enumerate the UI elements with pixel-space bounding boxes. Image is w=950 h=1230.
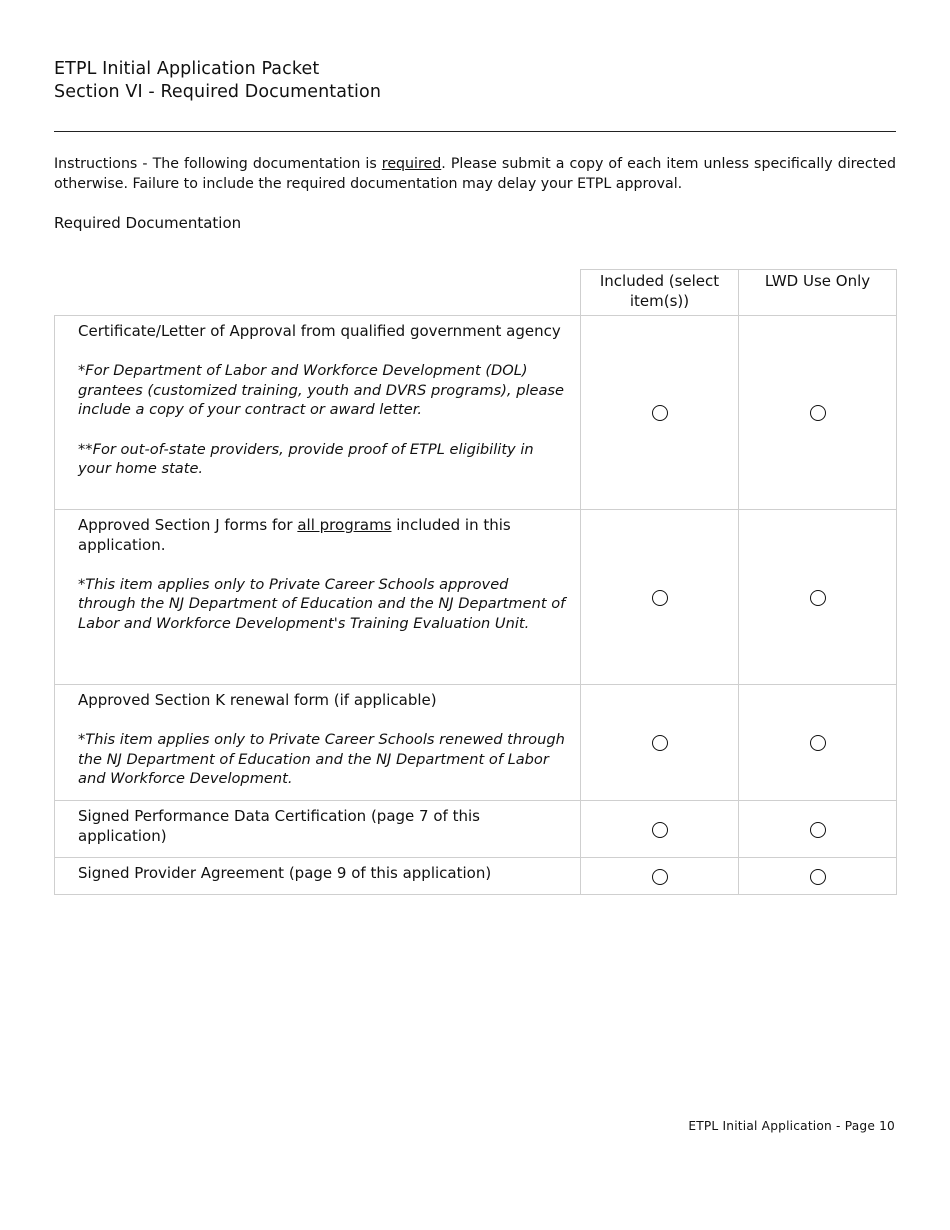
item-description bbox=[55, 510, 581, 685]
lwd-radio-button[interactable] bbox=[810, 869, 826, 885]
table-row bbox=[55, 685, 897, 801]
header-blank-cell bbox=[55, 270, 581, 316]
lwd-radio-button[interactable] bbox=[810, 822, 826, 838]
included-radio-button[interactable] bbox=[652, 822, 668, 838]
table-header-row bbox=[55, 270, 897, 316]
required-documentation-heading: Required Documentation bbox=[54, 214, 242, 232]
included-radio-button[interactable] bbox=[652, 405, 668, 421]
item-title-emphasis: all programs bbox=[297, 516, 392, 534]
table-row bbox=[55, 510, 897, 685]
item-note-secondary: **For out-of-state providers, provide proof of ETPL eligibility in your home state. bbox=[78, 440, 534, 478]
item-description bbox=[55, 316, 581, 510]
column-header-lwd: LWD Use Only bbox=[739, 270, 897, 316]
instructions-text-start: Instructions - The following documentation is bbox=[54, 156, 382, 172]
packet-title: ETPL Initial Application Packet bbox=[54, 59, 320, 79]
column-header-included: Included (select item(s)) bbox=[581, 270, 739, 316]
lwd-radio-button[interactable] bbox=[810, 405, 826, 421]
item-title-start: Approved Section J forms for bbox=[78, 516, 298, 534]
item-note: *This item applies only to Private Career Schools approved through the NJ Department of Education and the NJ Department of Labor and Workforce Development's Training Evaluation Unit. bbox=[78, 575, 566, 632]
included-radio-button[interactable] bbox=[652, 590, 668, 606]
lwd-cell bbox=[739, 316, 897, 510]
included-cell bbox=[581, 510, 739, 685]
lwd-cell bbox=[739, 685, 897, 801]
included-cell bbox=[581, 316, 739, 510]
table-row bbox=[55, 858, 897, 895]
included-radio-button[interactable] bbox=[652, 735, 668, 751]
item-description bbox=[55, 801, 581, 858]
item-description bbox=[55, 685, 581, 801]
table-row bbox=[55, 801, 897, 858]
header-divider bbox=[54, 131, 896, 132]
item-title bbox=[78, 516, 566, 555]
instructions-paragraph bbox=[54, 155, 896, 194]
documentation-table bbox=[54, 269, 897, 895]
item-title: Certificate/Letter of Approval from qualified government agency bbox=[78, 322, 561, 340]
item-title: Signed Provider Agreement (page 9 of this application) bbox=[78, 864, 492, 882]
included-radio-button[interactable] bbox=[652, 869, 668, 885]
item-title: Signed Performance Data Certification (page 7 of this application) bbox=[78, 807, 480, 845]
included-cell bbox=[581, 858, 739, 895]
lwd-cell bbox=[739, 858, 897, 895]
included-cell bbox=[581, 801, 739, 858]
lwd-radio-button[interactable] bbox=[810, 735, 826, 751]
item-note: *This item applies only to Private Career Schools renewed through the NJ Department of Education and the NJ Department of Labor and Workforce Development. bbox=[78, 731, 565, 788]
page-footer: ETPL Initial Application - Page 10 bbox=[688, 1119, 895, 1133]
lwd-cell bbox=[739, 801, 897, 858]
item-title: Approved Section K renewal form (if applicable) bbox=[78, 691, 437, 709]
page-header bbox=[54, 58, 381, 104]
instructions-emphasis: required bbox=[381, 156, 442, 172]
item-title-end: included in this application. bbox=[78, 516, 511, 554]
instructions-text-end: . Please submit a copy of each item unless specifically directed otherwise. Failure to include the required documentation may delay your ETPL approval. bbox=[54, 156, 896, 192]
included-cell bbox=[581, 685, 739, 801]
item-note: *For Department of Labor and Workforce Development (DOL) grantees (customized training, youth and DVRS programs), please include a copy of your contract or award letter. bbox=[78, 362, 565, 419]
item-description bbox=[55, 858, 581, 895]
lwd-cell bbox=[739, 510, 897, 685]
lwd-radio-button[interactable] bbox=[810, 590, 826, 606]
section-title: Section VI - Required Documentation bbox=[54, 82, 382, 102]
table-row bbox=[55, 316, 897, 510]
